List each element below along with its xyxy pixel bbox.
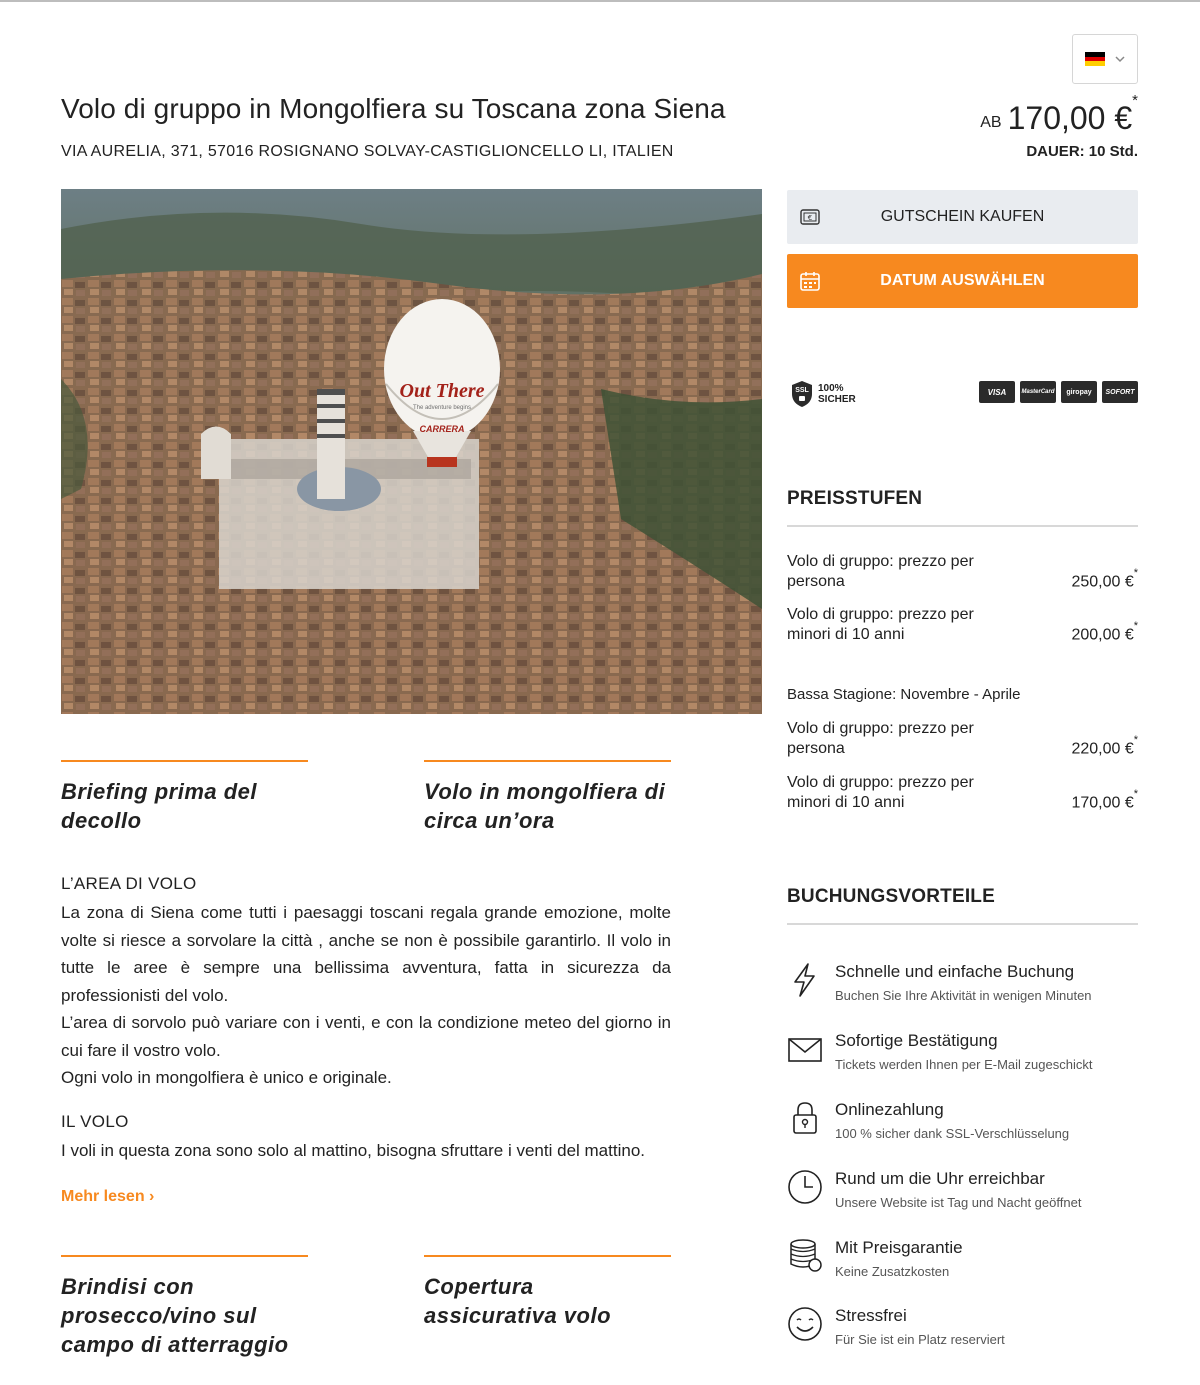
price-row-value: 200,00 €* <box>1071 619 1138 643</box>
booking-benefits-heading: BUCHUNGSVORTEILE <box>787 886 1138 925</box>
calendar-icon <box>799 270 821 292</box>
paragraph: Ogni volo in mongolfiera è unico e originale. <box>61 1068 392 1087</box>
benefit-item <box>787 1031 1138 1087</box>
feature-accent-bar <box>61 1255 308 1257</box>
price-footnote-mark: * <box>1132 92 1138 109</box>
chevron-down-icon <box>1115 54 1125 64</box>
benefit-item <box>787 1238 1138 1294</box>
feature-text: Briefing prima del decollo <box>61 779 258 833</box>
select-date-button[interactable] <box>787 254 1138 308</box>
buy-voucher-button[interactable] <box>787 190 1138 244</box>
padlock-icon <box>787 1100 823 1136</box>
ssl-secure-badge <box>790 380 856 408</box>
balloon-brand-text: CARRERA <box>419 424 465 434</box>
lightning-icon <box>787 962 823 998</box>
feature-item <box>61 1255 308 1359</box>
envelope-icon <box>787 1031 823 1067</box>
paragraph: L’area di sorvolo può variare con i venti, e con la condizione meteo del giorno in cui fare il vostro volo. <box>61 1013 671 1060</box>
benefit-item <box>787 1169 1138 1225</box>
price-tiers-heading: PREISSTUFEN <box>787 488 1138 527</box>
svg-text:€: € <box>807 214 813 222</box>
giropay-logo: giropay <box>1061 381 1097 403</box>
benefit-subtitle: Buchen Sie Ihre Aktivität in wenigen Minuten <box>835 988 1092 1003</box>
mastercard-logo: MasterCard <box>1020 381 1056 403</box>
price-row-label: Volo di gruppo: prezzo per persona <box>787 720 974 757</box>
smiley-icon <box>787 1306 823 1342</box>
benefit-item <box>787 1306 1138 1362</box>
price-row <box>787 719 1138 759</box>
price-block <box>980 92 1138 137</box>
address: VIA AURELIA, 371, 57016 ROSIGNANO SOLVAY-CASTIGLIONCELLO LI, ITALIEN <box>61 143 674 160</box>
price-prefix: AB <box>980 114 1002 131</box>
benefit-title: Onlinezahlung <box>835 1100 944 1119</box>
benefit-subtitle: Für Sie ist ein Platz reserviert <box>835 1332 1005 1347</box>
feature-accent-bar <box>424 760 671 762</box>
price-row <box>787 773 1138 813</box>
feature-accent-bar <box>424 1255 671 1257</box>
benefit-title: Stressfrei <box>835 1306 907 1325</box>
benefit-title: Sofortige Bestätigung <box>835 1031 998 1050</box>
payment-methods <box>979 381 1138 403</box>
secure-percent: 100% <box>818 383 844 394</box>
paragraph: La zona di Siena come tutti i paesaggi toscani regala grande emozione, molte volte si riesce a sorvolare la città , anche se non è possibile garantirlo. Il volo in tutte le aree è sempre una bellissima avventura, fatta in sicurezza da professionisti del volo. <box>61 903 671 1005</box>
benefit-title: Rund um die Uhr erreichbar <box>835 1169 1045 1188</box>
benefit-item <box>787 1100 1138 1156</box>
price-row-value: 250,00 €* <box>1071 566 1138 590</box>
german-flag-icon <box>1085 52 1105 66</box>
feature-item <box>61 760 308 835</box>
benefit-item <box>787 962 1138 1018</box>
flight-heading: IL VOLO <box>61 1112 129 1131</box>
buy-voucher-label: GUTSCHEIN KAUFEN <box>880 208 1045 225</box>
price-row-label: Volo di gruppo: prezzo per minori di 10 anni <box>787 606 974 643</box>
feature-item <box>424 1255 671 1330</box>
read-more-link[interactable]: Mehr lesen › <box>61 1188 155 1205</box>
ssl-text: SSL <box>795 387 809 394</box>
benefit-title: Schnelle und einfache Buchung <box>835 962 1075 981</box>
price-row <box>787 552 1138 592</box>
top-border <box>0 0 1200 2</box>
low-season-label: Bassa Stagione: Novembre - Aprile <box>787 686 1021 703</box>
visa-logo: VISA <box>979 381 1015 403</box>
flight-area-text <box>61 899 671 1092</box>
euro-card-icon <box>799 206 821 228</box>
paragraph: I voli in questa zona sono solo al mattino, bisogna sfruttare i venti del mattino. <box>61 1141 645 1160</box>
feature-text: Volo in mongolfiera di circa un’ora <box>424 779 666 833</box>
price-row-value: 220,00 €* <box>1071 733 1138 757</box>
ssl-shield-icon <box>790 380 814 408</box>
coins-icon <box>787 1238 823 1274</box>
price-row <box>787 605 1138 645</box>
flight-area-heading: L’AREA DI VOLO <box>61 874 197 893</box>
balloon-logo-text: Out There <box>399 380 485 402</box>
benefit-title: Mit Preisgarantie <box>835 1238 963 1257</box>
secure-label: SICHER <box>818 394 856 405</box>
balloon-subtext: The adventure begins <box>412 405 472 411</box>
feature-text: Brindisi con prosecco/vino sul campo di atterraggio <box>61 1274 289 1357</box>
text-fade-overlay <box>61 1162 671 1182</box>
hero-photo <box>61 189 762 714</box>
price-row-value: 170,00 €* <box>1071 787 1138 811</box>
price-amount: 170,00 € <box>1007 100 1133 136</box>
benefit-subtitle: Tickets werden Ihnen per E-Mail zugeschickt <box>835 1057 1093 1072</box>
clock-icon <box>787 1169 823 1205</box>
benefit-subtitle: Unsere Website ist Tag und Nacht geöffnet <box>835 1195 1082 1210</box>
benefit-subtitle: 100 % sicher dank SSL-Verschlüsselung <box>835 1126 1070 1141</box>
select-date-label: DATUM AUSWÄHLEN <box>880 272 1045 289</box>
sofort-logo: SOFORT <box>1102 381 1138 403</box>
duration: DAUER: 10 Std. <box>1026 143 1138 160</box>
page-title: Volo di gruppo in Mongolfiera su Toscana zona Siena <box>61 93 726 124</box>
price-row-label: Volo di gruppo: prezzo per minori di 10 anni <box>787 774 974 811</box>
price-row-label: Volo di gruppo: prezzo per persona <box>787 553 974 590</box>
feature-accent-bar <box>61 760 308 762</box>
benefit-subtitle: Keine Zusatzkosten <box>835 1264 950 1279</box>
language-selector[interactable] <box>1072 34 1138 84</box>
feature-text: Copertura assicurativa volo <box>424 1274 612 1328</box>
feature-item <box>424 760 671 835</box>
